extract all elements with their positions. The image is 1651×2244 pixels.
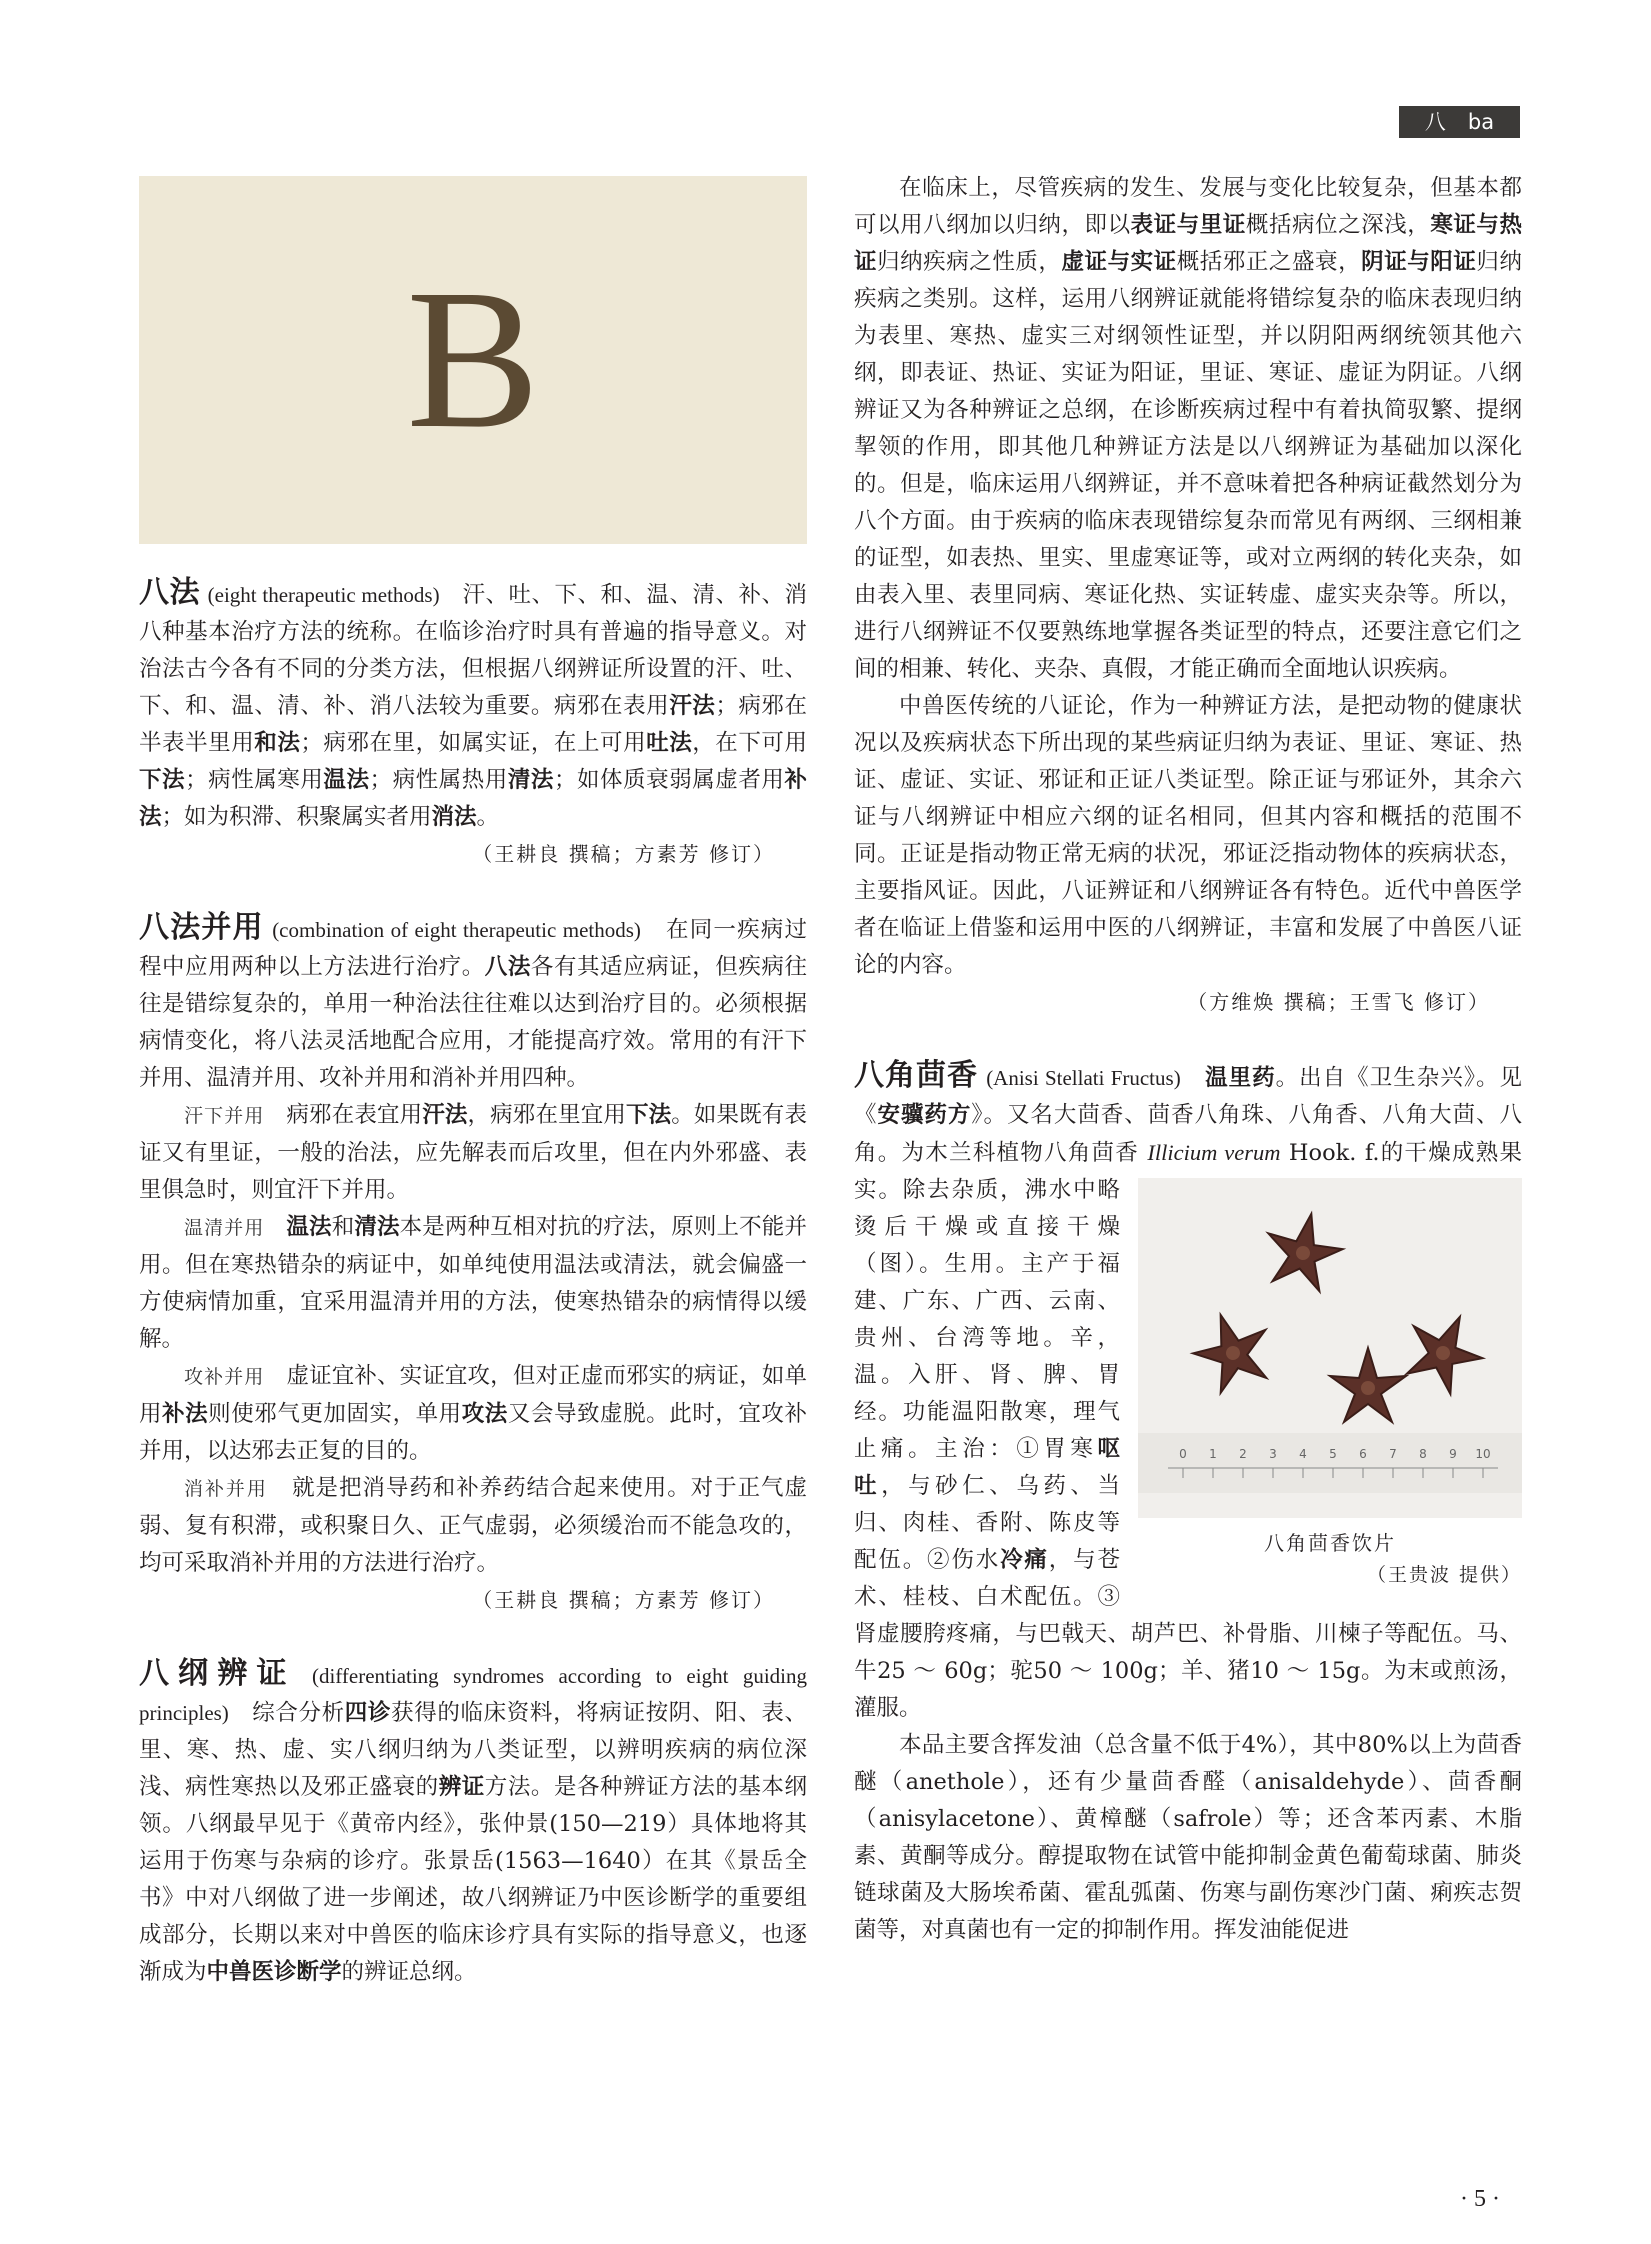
cross-ref: 温法 bbox=[323, 767, 370, 793]
text: 汗、吐、下、和、温、清、补、消八种基本治疗方法的统称。在临诊治疗时具有普遍的指导意义。对治法古今各有不同的分类方法，但根据八纲辨证所设置的汗、吐、下、和、温、清、补、消八法较为重要。病邪在表用 bbox=[139, 582, 807, 719]
text: ；如体质衰弱属虚者用 bbox=[553, 767, 785, 793]
entry-bafa-bingyong bbox=[139, 909, 807, 1619]
ruler-tick-label: 7 bbox=[1389, 1447, 1397, 1461]
ruler-tick-label: 5 bbox=[1329, 1447, 1337, 1461]
right-column bbox=[854, 170, 1522, 1949]
bagang-continued-2: 中兽医传统的八证论，作为一种辨证方法，是把动物的健康状况以及疾病状态下所出现的某些病证归纳为表证、里证、寒证、热证、虚证、实证、邪证和正证八类证型。除正证与邪证外，其余六证与八纲辨证中相应六纲的证名相同，但其内容和概括的范围不同。正证是指动物正常无病的状况，邪证泛指动物体的疾病状态，主要指风证。因此，八证辨证和八纲辨证各有特色。近代中兽医学者在临证上借鉴和运用中医的八纲辨证，丰富和发展了中兽医八证论的内容。 bbox=[854, 693, 1522, 978]
text: ，与苍术、桂枝、白术配伍。③肾虚腰胯疼痛，与巴戟天、胡芦巴、补骨脂、川楝子等配伍。马、牛25 ～ 60g；驼50 ～ 100g；羊、猪10 ～ 15g。为末或煎汤，灌服。 bbox=[854, 1547, 1522, 1721]
text: 概括邪正之盛衰， bbox=[1176, 249, 1362, 275]
cross-ref: 阴证与阳证 bbox=[1361, 249, 1477, 275]
text: 归纳疾病之性质， bbox=[877, 249, 1062, 275]
entry-term: 八角茴香 bbox=[854, 1058, 979, 1093]
bajiao-composition: 本品主要含挥发油（总含量不低于4%），其中80%以上为茴香醚（anethole），还有少量茴香醛（anisaldehyde）、茴香酮（anisylacetone）、黄樟醚（safrole）等；还含苯丙素、木脂素、黄酮等成分。醇提取物在试管中能抑制金黄色葡萄球菌、肺炎链球菌及大肠埃希菌、霍乱弧菌、伤寒与副伤寒沙门菌、痢疾志贺菌等，对真菌也有一定的抑制作用。挥发油能促进 bbox=[854, 1732, 1522, 1943]
ruler-tick-label: 10 bbox=[1475, 1447, 1491, 1461]
entry-bafa-body bbox=[139, 574, 807, 836]
text: 综合分析 bbox=[252, 1700, 345, 1726]
ruler-tick-label: 3 bbox=[1269, 1447, 1277, 1461]
subsection-label: 攻补并用 bbox=[184, 1366, 265, 1388]
text: ，在下可用 bbox=[692, 730, 807, 756]
cross-ref: 下法 bbox=[139, 767, 186, 793]
ruler-tick-label: 8 bbox=[1419, 1447, 1427, 1461]
cross-ref: 汗法 bbox=[422, 1102, 468, 1128]
cross-ref: 呕吐 bbox=[854, 1436, 1120, 1499]
cross-ref: 温里药 bbox=[1205, 1065, 1276, 1091]
entry-credit: （方维焕 撰稿；王雪飞 修订） bbox=[1187, 990, 1490, 1014]
cross-ref: 中兽医诊断学 bbox=[206, 1959, 342, 1985]
text: ，病邪在里宜用 bbox=[467, 1102, 626, 1128]
text: 就是把消导药和补养药结合起来使用。对于正气虚弱、复有积滞，或积聚日久、正气虚弱，必须缓治而不能急攻的，均可采取消补并用的方法进行治疗。 bbox=[139, 1475, 807, 1576]
text: ；病性属热用 bbox=[369, 767, 508, 793]
star-anise-illustration bbox=[1138, 1178, 1522, 1518]
subsection-hanxia bbox=[139, 1097, 807, 1209]
text: 则使邪气更加固实，单用 bbox=[208, 1401, 462, 1427]
cross-ref: 表证与里证 bbox=[1130, 212, 1246, 238]
text: 方法。是各种辨证方法的基本纲领。八纲最早见于《黄帝内经》，张仲景(150—219）具体地将其运用于伤寒与杂病的诊疗。张景岳(1563—1640）在其《景岳全书》中对八纲做了进一步阐述，故八纲辨证乃中医诊断学的重要组成部分，长期以来对中兽医的临床诊疗具有实际的指导意义，也逐渐成为 bbox=[139, 1774, 807, 1985]
text: 的辨证总纲。 bbox=[341, 1959, 477, 1985]
entry-credit: （王耕良 撰稿；方素芳 修订） bbox=[472, 842, 775, 866]
text: 又会导致虚脱。此时，宜攻补并用，以达邪去正复的目的。 bbox=[139, 1401, 807, 1464]
entry-body bbox=[139, 1655, 807, 1991]
left-column bbox=[139, 574, 807, 1991]
subsection-xiaobu bbox=[139, 1470, 807, 1582]
subsection-label: 汗下并用 bbox=[184, 1105, 265, 1127]
entry-english: (eight therapeutic methods) bbox=[207, 583, 440, 607]
cross-ref: 寒证与热证 bbox=[854, 212, 1522, 275]
text: 概括病位之深浅， bbox=[1245, 212, 1431, 238]
subsection-label: 温清并用 bbox=[184, 1217, 265, 1239]
cross-ref: 辨证 bbox=[438, 1774, 485, 1800]
header-tab-char: 八 bbox=[1424, 110, 1446, 134]
figure-credit: （王贵波 提供） bbox=[1366, 1564, 1522, 1586]
entry-body bbox=[854, 1057, 1522, 1727]
ruler-tick-label: 9 bbox=[1449, 1447, 1457, 1461]
cross-ref: 安骥药方 bbox=[877, 1102, 972, 1128]
subsection-label: 消补并用 bbox=[184, 1478, 268, 1500]
ruler-tick-label: 1 bbox=[1209, 1447, 1217, 1461]
cross-ref: 攻法 bbox=[461, 1401, 508, 1427]
entry-bajiao bbox=[854, 1057, 1522, 1949]
cross-ref: 清法 bbox=[507, 767, 554, 793]
cross-ref: 补法 bbox=[139, 767, 807, 830]
entry-term: 八纲辨证 bbox=[139, 1656, 296, 1691]
ruler-tick-label: 2 bbox=[1239, 1447, 1247, 1461]
star-anise-photo bbox=[1138, 1178, 1522, 1518]
cross-ref: 汗法 bbox=[669, 693, 716, 719]
figure-caption: 八角茴香饮片 bbox=[1264, 1531, 1396, 1555]
cross-ref: 下法 bbox=[625, 1102, 672, 1128]
header-tab-pinyin: ba bbox=[1467, 110, 1495, 134]
entry-bagang bbox=[139, 1655, 807, 1991]
subsection-wenqing bbox=[139, 1209, 807, 1358]
text: Hook. f.的干燥成熟果实。除去杂质，沸水中略烫后干燥或直接干燥（图）。生用。主产于福建、广东、广西、云南、贵州、台湾等地。辛，温。入肝、肾、脾、胃经。功能温阳散寒，理气止痛。主治：①胃寒 bbox=[854, 1140, 1522, 1462]
text: 和 bbox=[331, 1214, 355, 1240]
text: ；病邪在半表半里用 bbox=[139, 693, 807, 756]
cross-ref: 和法 bbox=[254, 730, 301, 756]
text: 。如果既有表证又有里证，一般的治法，应先解表而后攻里，但在内外邪盛、表里俱急时，则宜汗下并用。 bbox=[139, 1102, 807, 1203]
entry-english: (differentiating syndromes according to eight guiding principles) bbox=[139, 1664, 807, 1725]
section-letter: B bbox=[406, 249, 540, 470]
ruler-tick-label: 6 bbox=[1359, 1447, 1367, 1461]
entry-credit: （王耕良 撰稿；方素芳 修订） bbox=[472, 1588, 775, 1612]
entry-term: 八法并用 bbox=[139, 910, 264, 945]
text: 获得的临床资料，将病证按阴、阳、表、里、寒、热、虚、实八纲归纳为八类证型，以辨明疾病的病位深浅、病性寒热以及邪正盛衰的 bbox=[139, 1700, 807, 1800]
subsection-gongbu bbox=[139, 1358, 807, 1470]
text: 病邪在表宜用 bbox=[286, 1102, 423, 1128]
entry-english: (Anisi Stellati Fructus) bbox=[986, 1066, 1181, 1090]
cross-ref: 温法 bbox=[286, 1214, 332, 1240]
section-letter-box bbox=[139, 176, 807, 544]
cross-ref: 八法 bbox=[484, 954, 531, 980]
text: ；病性属寒用 bbox=[185, 767, 324, 793]
text: 。 bbox=[476, 804, 500, 830]
page-number: · 5 · bbox=[1460, 2186, 1500, 2212]
text: 》。又名大茴香、茴香八角珠、八角香、八角大茴、八角。为木兰科植物八角茴香 bbox=[854, 1102, 1522, 1166]
cross-ref: 吐法 bbox=[646, 730, 693, 756]
entry-term: 八法 bbox=[139, 575, 200, 610]
text: 在同一疾病过程中应用两种以上方法进行治疗。 bbox=[139, 917, 808, 980]
cross-ref: 清法 bbox=[354, 1214, 400, 1240]
cross-ref: 冷痛 bbox=[1000, 1547, 1049, 1573]
bagang-continued-1 bbox=[854, 170, 1522, 688]
cross-ref: 消法 bbox=[431, 804, 477, 830]
header-tab bbox=[1399, 106, 1520, 138]
figure bbox=[1138, 1178, 1522, 1590]
entry-english: (combination of eight therapeutic methods) bbox=[272, 918, 641, 942]
text: 。出自《卫生杂兴》。见《 bbox=[854, 1065, 1522, 1128]
cross-ref: 虚证与实证 bbox=[1061, 249, 1177, 275]
text: 在临床上，尽管疾病的发生、发展与变化比较复杂，但基本都可以用八纲加以归纳，即以 bbox=[854, 175, 1522, 238]
entry-bafa bbox=[139, 574, 807, 873]
text: 本是两种互相对抗的疗法，原则上不能并用。但在寒热错杂的病证中，如单纯使用温法或清法，就会偏盛一方使病情加重，宜采用温清并用的方法，使寒热错杂的病情得以缓解。 bbox=[139, 1214, 807, 1352]
text: ，与砂仁、乌药、当归、肉桂、香附、陈皮等配伍。②伤水 bbox=[854, 1473, 1120, 1573]
ruler-tick-label: 0 bbox=[1179, 1447, 1187, 1461]
text: ；如为积滞、积聚属实者用 bbox=[161, 804, 432, 830]
cross-ref: 四诊 bbox=[344, 1700, 392, 1726]
text: ；病邪在里，如属实证，在上可用 bbox=[300, 730, 647, 756]
entry-body bbox=[139, 909, 807, 1097]
text: 虚证宜补、实证宜攻，但对正虚而邪实的病证，如单用 bbox=[139, 1363, 807, 1427]
latin-name: Illicium verum bbox=[1147, 1140, 1281, 1165]
text: 归纳疾病之类别。这样，运用八纲辨证就能将错综复杂的临床表现归纳为表里、寒热、虚实三对纲领性证型，并以阴阳两纲统领其他六纲，即表证、热证、实证为阳证，里证、寒证、虚证为阴证。八纲辨证又为各种辨证之总纲，在诊断疾病过程中有着执简驭繁、提纲挈领的作用，即其他几种辨证方法是以八纲辨证为基础加以深化的。但是，临床运用八纲辨证，并不意味着把各种病证截然划分为八个方面。由于疾病的临床表现错综复杂而常见有两纲、三纲相兼的证型，如表热、里实、里虚寒证等，或对立两纲的转化夹杂，如由表入里、表里同病、寒证化热、实证转虚、虚实夹杂等。所以，进行八纲辨证不仅要熟练地掌握各类证型的特点，还要注意它们之间的相兼、转化、夹杂、真假，才能正确而全面地认识疾病。 bbox=[854, 249, 1522, 682]
text: 各有其适应病证，但疾病往往是错综复杂的，单用一种治法往往难以达到治疗目的。必须根据病情变化，将八法灵活地配合应用，才能提高疗效。常用的有汗下并用、温清并用、攻补并用和消补并用四种。 bbox=[139, 954, 807, 1091]
ruler-tick-label: 4 bbox=[1299, 1447, 1307, 1461]
cross-ref: 补法 bbox=[162, 1401, 209, 1427]
